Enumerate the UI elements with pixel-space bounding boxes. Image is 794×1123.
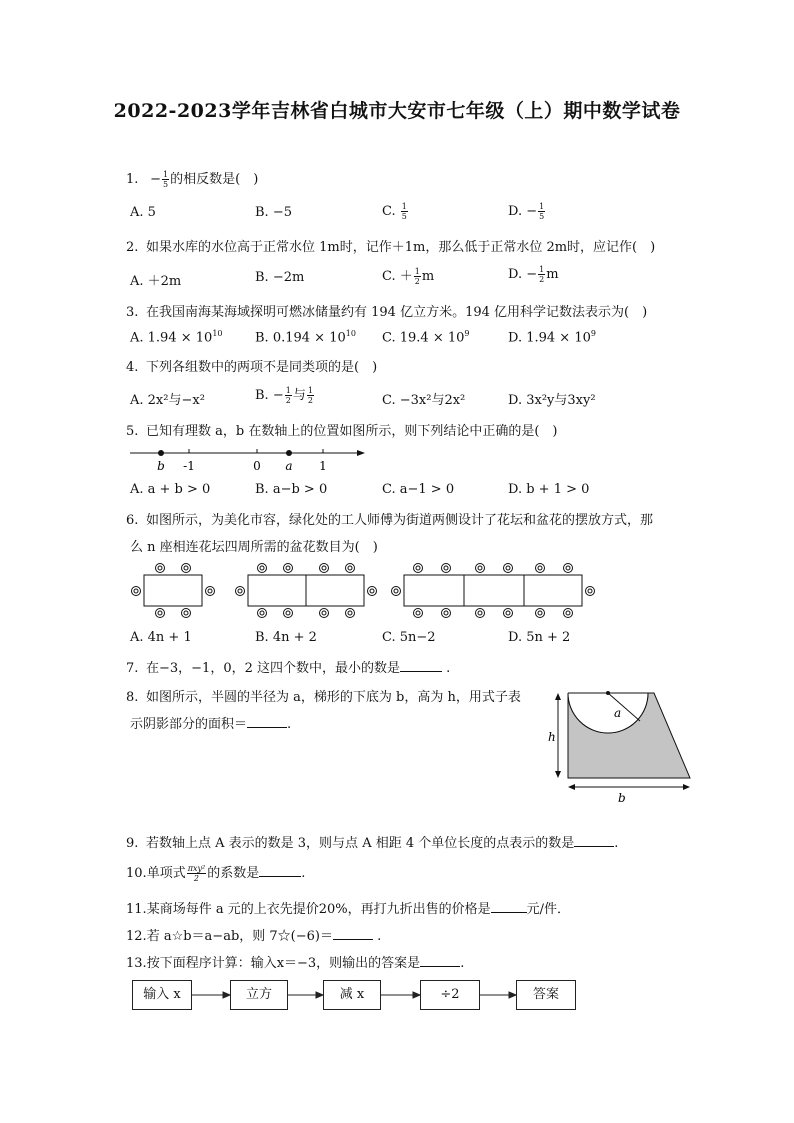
question-6-line-1: 6. 如图所示，为美化市容，绿化处的工人师傅为街道两侧设计了花坛和盆花的摆放方式，那 [126, 513, 654, 528]
page-title: 2022-2023学年吉林省白城市大安市七年级（上）期中数学试卷 [113, 100, 681, 122]
label-1: 1 [319, 459, 327, 473]
q5-option-b[interactable]: B. a−b > 0 [255, 482, 328, 497]
q5-option-d[interactable]: D. b + 1 > 0 [508, 482, 590, 497]
q2-option-c[interactable]: C. ＋ $\frac{1}{2}$ m [382, 267, 435, 286]
question-11: 11.某商场每件 a 元的上衣先提价20%，再打九折出售的价格是 元/件． [126, 902, 570, 917]
q4-option-a[interactable]: A. 2x²与−x² [130, 393, 205, 408]
q2-option-b[interactable]: B. −2m [255, 270, 305, 285]
question-8-line-1: 8. 如图所示，半圆的半径为 a，梯形的下底为 b，高为 h，用式子表 [126, 690, 521, 705]
q3-option-d[interactable]: D. $1.94 \times 10^9$ [508, 329, 596, 346]
q3-option-c[interactable]: C. $19.4 \times 10^9$ [382, 329, 470, 346]
flow-cube-box: 立方 [230, 980, 288, 1010]
answer-blank[interactable] [247, 727, 287, 728]
q2-option-a[interactable]: A. ＋2m [130, 274, 182, 289]
number-line-arrow [357, 450, 365, 456]
question-2: 2. 如果水库的水位高于正常水位 1m时，记作＋1m，那么低于正常水位 2m时，应记作( ) [126, 240, 656, 255]
flow-minus-x-box: 减 x [323, 980, 381, 1010]
question-1: 1. − $\frac{1}{5}$ 的相反数是( ) [126, 170, 259, 189]
answer-blank[interactable] [420, 966, 460, 967]
flow-divide-box: ÷2 [420, 980, 480, 1010]
question-4: 4. 下列各组数中的两项不是同类项的是( ) [126, 360, 378, 375]
question-3: 3. 在我国南海某海域探明可燃冰储量约有 194 亿立方米。194 亿用科学记数法表示为( ) [126, 305, 648, 320]
q1-option-a[interactable]: A. 5 [130, 205, 156, 220]
answer-blank[interactable] [259, 876, 301, 877]
flow-arrows [192, 988, 522, 1002]
q5-option-c[interactable]: C. a−1 > 0 [382, 482, 455, 497]
label-b: b [157, 459, 165, 473]
fraction: $\frac{1}{5}$ [163, 170, 169, 189]
trapezoid-figure [548, 686, 696, 808]
answer-blank[interactable] [574, 846, 614, 847]
flower-bed [144, 575, 202, 606]
q4-option-d[interactable]: D. 3x²y与3xy² [508, 393, 596, 408]
answer-blank[interactable] [491, 912, 527, 913]
answer-blank[interactable] [333, 939, 373, 940]
label-0: 0 [253, 459, 261, 473]
label-a: a [285, 459, 293, 473]
label-h: h [548, 730, 556, 744]
question-7: 7. 在−3，−1，0，2 这四个数中，最小的数是 . [126, 661, 451, 676]
q4-option-c[interactable]: C. −3x²与2x² [382, 393, 466, 408]
q1-option-c[interactable]: C. $\frac{1}{5}$ [382, 202, 407, 221]
flower-pots-3 [392, 564, 595, 618]
q6-option-c[interactable]: C. 5n−2 [382, 630, 436, 645]
q4-option-b[interactable]: B. − $\frac{1}{2}$ 与 $\frac{1}{2}$ [255, 386, 313, 405]
question-10: 10.单项式 $\frac{\text{πxy²}}{2}$ 的系数是 . [126, 864, 306, 883]
question-12: 12.若 a☆b＝a−ab，则 7☆(−6)＝ . [126, 929, 382, 944]
question-6-line-2: 么 n 座相连花坛四周所需的盆花数目为( ) [130, 540, 378, 555]
point-a [286, 450, 292, 456]
answer-blank[interactable] [400, 671, 442, 672]
question-9: 9. 若数轴上点 A 表示的数是 3，则与点 A 相距 4 个单位长度的点表示的数是 . [126, 836, 619, 851]
q6-option-d[interactable]: D. 5n + 2 [508, 630, 571, 645]
flower-bed-figure [128, 560, 608, 622]
q3-option-a[interactable]: A. $1.94 \times 10^{10}$ [130, 329, 223, 346]
q3-option-b[interactable]: B. $0.194 \times 10^{10}$ [255, 329, 356, 346]
question-13: 13.按下面程序计算：输入x＝−3，则输出的答案是 . [126, 956, 465, 971]
label-b: b [618, 791, 626, 805]
q1-option-b[interactable]: B. −5 [255, 205, 292, 220]
question-5: 5. 已知有理数 a，b 在数轴上的位置如图所示，则下列结论中正确的是( ) [126, 424, 558, 439]
q5-option-a[interactable]: A. a + b > 0 [130, 482, 211, 497]
flow-input-box: 输入 x [132, 980, 192, 1010]
question-8-line-2: 示阴影部分的面积＝ . [130, 717, 292, 732]
label-minus-1: -1 [183, 459, 195, 473]
number-line-figure [125, 442, 370, 474]
q1-option-d[interactable]: D. − $\frac{1}{5}$ [508, 202, 545, 221]
q2-option-d[interactable]: D. − $\frac{1}{2}$ m [508, 265, 559, 284]
flow-answer-box: 答案 [516, 980, 576, 1010]
label-a: a [614, 706, 622, 720]
q6-option-b[interactable]: B. 4n + 2 [255, 630, 317, 645]
q6-option-a[interactable]: A. 4n + 1 [130, 630, 192, 645]
point-b [158, 450, 164, 456]
